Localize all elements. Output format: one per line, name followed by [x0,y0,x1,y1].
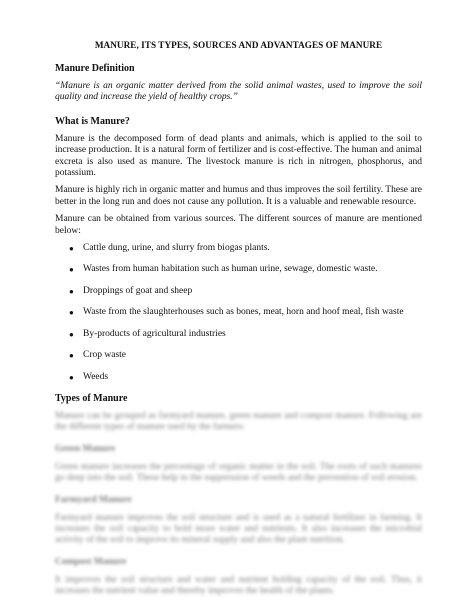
paragraph-1: Manure is the decomposed form of dead plants and animals, which is applied to the soil to increase production. It is a natural form of fertilizer and is cost-effective. The human and animal excreta is also used as manure. The livestock manure is rich in nitrogen, phosphorus, and potassium. [55,133,422,179]
bullet-icon: ● [69,372,74,382]
blurred-preview-section [55,411,422,598]
list-item-text: Droppings of goat and sheep [83,285,193,296]
list-item [55,307,422,318]
definition-heading: Manure Definition [55,63,135,74]
list-item [55,350,422,361]
types-intro: Manure can be grouped as farmyard manure, green manure and compost manure. Following are the different types of manure used by the farmers: [55,410,422,433]
green-manure-text: Green manure increases the percentage of organic matter in the soil. The roots of such manures go deep into the soil. These help in the suppression of weeds and the prevention of soil erosion. [55,461,422,484]
compost-manure-heading: Compost Manure [55,556,127,567]
farmyard-manure-heading: Farmyard Manure [55,494,132,505]
list-item-text: Cattle dung, urine, and slurry from biogas plants. [83,243,270,254]
bullet-icon: ● [69,244,74,254]
paragraph-2: Manure is highly rich in organic matter and humus and thus improves the soil fertility. These are better in the long run and does not cause any pollution. It is a valuable and renewable resource. [55,185,422,207]
document-content [55,40,422,606]
list-item [55,372,422,383]
bullet-icon: ● [69,286,74,296]
bullet-icon: ● [69,351,74,361]
list-item [55,264,422,275]
bullet-icon: ● [69,265,74,275]
list-item-text: By-products of agricultural industries [83,328,226,339]
bullet-icon: ● [69,329,74,339]
list-item [55,329,422,340]
farmyard-manure-text: Farmyard manure improves the soil structure and is used as a natural fertilizer in farming. It increases the soil capacity to hold more water and nutrients. It also increases the microbial activity of the soil to improve its mineral supply and also the plant nutrition. [55,512,422,546]
compost-manure-text: It improves the soil structure and water and nutrient holding capacity of the soil. Thus, it increases the nutrient value and thereby improves the health of the plants. [55,574,422,597]
document-title: MANURE, ITS TYPES, SOURCES AND ADVANTAGES OF MANURE [94,40,383,50]
list-item [55,243,422,254]
types-of-manure-heading: Types of Manure [55,392,128,404]
green-manure-heading: Green Manure [55,443,116,454]
list-item-text: Waste from the slaughterhouses such as bones, meat, horn and hoof meal, fish waste [83,307,404,318]
bullet-icon: ● [69,308,74,318]
sources-list [55,243,422,383]
definition-quote: “Manure is an organic matter derived from the solid animal wastes, used to improve the soil quality and increase the yield of healthy crops.” [55,81,422,103]
list-item-text: Crop waste [83,350,127,361]
what-is-manure-heading: What is Manure? [55,115,130,127]
list-item [55,286,422,297]
list-item-text: Weeds [83,371,109,382]
paragraph-3: Manure can be obtained from various sources. The different sources of manure are mentioned below: [55,214,422,236]
list-item-text: Wastes from human habitation such as human urine, sewage, domestic waste. [83,264,378,275]
